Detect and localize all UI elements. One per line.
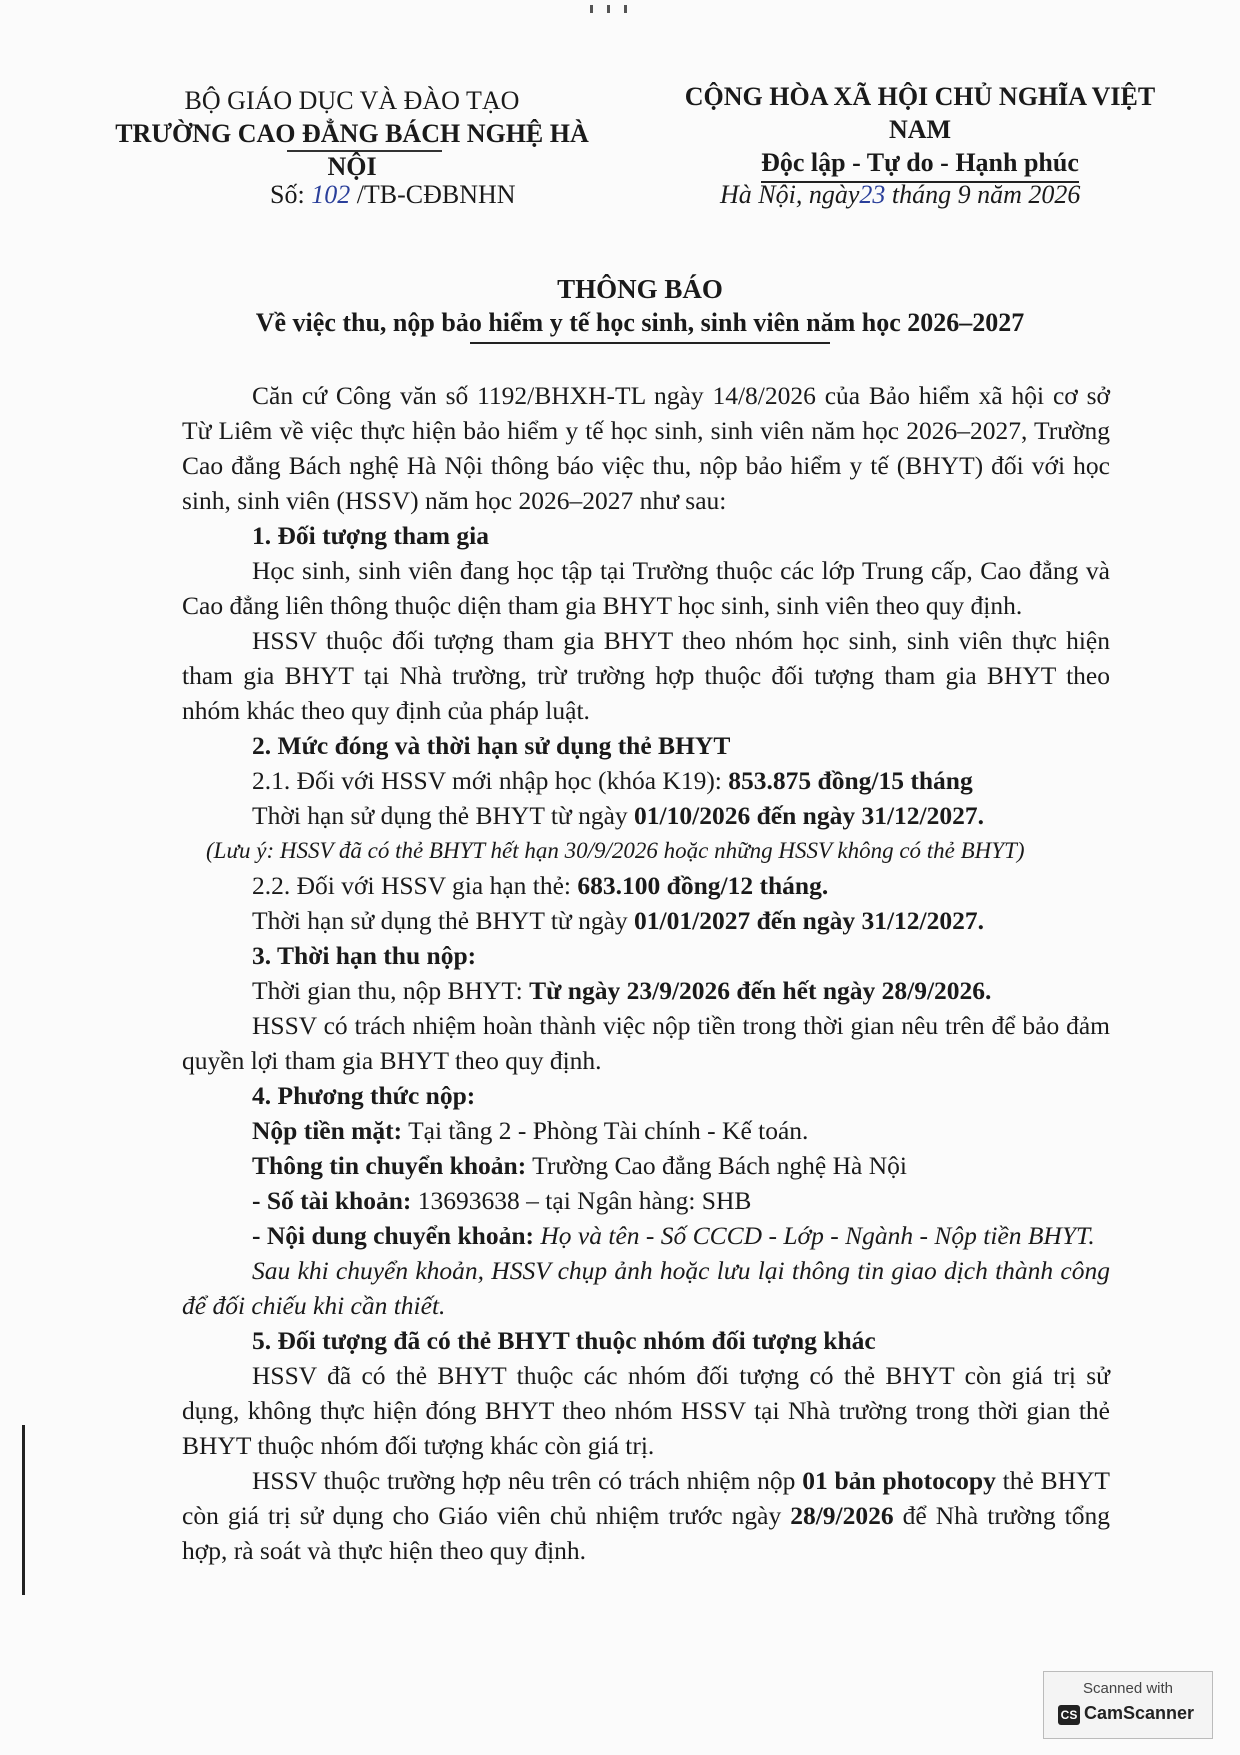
- handwritten-number: 102: [311, 180, 351, 209]
- fee-renewal: 683.100 đồng/12 tháng.: [577, 871, 829, 900]
- transfer-info: Thông tin chuyển khoản: Trường Cao đẳng Bách nghệ Hà Nội: [252, 1151, 907, 1180]
- handwritten-day: 23: [859, 180, 886, 209]
- section-5-heading: 5. Đối tượng đã có thẻ BHYT thuộc nhóm đối tượng khác: [252, 1326, 876, 1355]
- camscanner-brand: CamScanner: [1084, 1703, 1195, 1723]
- scanned-with-label: Scanned with: [1082, 1680, 1174, 1697]
- transfer-note: Sau khi chuyển khoản, HSSV chụp ảnh hoặc lưu lại thông tin giao dịch thành công để đối chiếu khi cần thiết.: [182, 1256, 1110, 1320]
- republic-name: CỘNG HÒA XÃ HỘI CHỦ NGHĨA VIỆT NAM: [684, 82, 1156, 144]
- national-heading: [660, 80, 1180, 183]
- section-2-1-term: Thời hạn sử dụng thẻ BHYT từ ngày 01/10/2026 đến ngày 31/12/2027.: [252, 801, 984, 830]
- ministry-name: BỘ GIÁO DỤC VÀ ĐÀO TẠO: [184, 86, 520, 115]
- section-2-2-term: Thời hạn sử dụng thẻ BHYT từ ngày 01/01/2027 đến ngày 31/12/2027.: [252, 906, 984, 935]
- national-motto: Độc lập - Tự do - Hạnh phúc: [761, 146, 1079, 183]
- section-1-paragraph-2: HSSV thuộc đối tượng tham gia BHYT theo nhóm học sinh, sinh viên thực hiện tham gia BHYT tại Nhà trường, trừ trường hợp thuộc đối tượng tham gia BHYT theo nhóm khác theo quy định của pháp luật.: [182, 626, 1110, 725]
- section-1-heading: 1. Đối tượng tham gia: [252, 521, 489, 550]
- section-1-paragraph-1: Học sinh, sinh viên đang học tập tại Trường thuộc các lớp Trung cấp, Cao đẳng và Cao đẳng liên thông thuộc diện tham gia BHYT học sinh, sinh viên theo quy định.: [182, 556, 1110, 620]
- document-number: Số: 102 /TB-CĐBNHN: [270, 180, 516, 209]
- document-title: THÔNG BÁO: [557, 274, 723, 304]
- section-5-paragraph-2: HSSV thuộc trường hợp nêu trên có trách nhiệm nộp 01 bản photocopy thẻ BHYT còn giá trị sử dụng cho Giáo viên chủ nhiệm trước ngày 28/9/2026 để Nhà trường tổng hợp, rà soát và thực hiện theo quy định.: [182, 1466, 1110, 1565]
- document-date: Hà Nội, ngày23 tháng 9 năm 2026: [720, 180, 1081, 209]
- section-5-paragraph-1: HSSV đã có thẻ BHYT thuộc các nhóm đối tượng có thẻ BHYT còn giá trị sử dụng, không thực hiện đóng BHYT theo nhóm HSSV tại Nhà trường trong thời gian thẻ BHYT thuộc nhóm đối tượng khác còn giá trị.: [182, 1361, 1110, 1460]
- bank-account: - Số tài khoản: 13693638 – tại Ngân hàng: SHB: [252, 1186, 752, 1215]
- issuer-underline: [287, 150, 442, 152]
- camscanner-logo-icon: CS: [1058, 1705, 1080, 1725]
- section-2-1-note: (Lưu ý: HSSV đã có thẻ BHYT hết hạn 30/9/2026 hoặc những HSSV không có thẻ BHYT): [206, 838, 1025, 863]
- section-2-1: 2.1. Đối với HSSV mới nhập học (khóa K19): 853.875 đồng/15 tháng: [252, 766, 973, 795]
- intro-paragraph: Căn cứ Công văn số 1192/BHXH-TL ngày 14/8/2026 của Bảo hiểm xã hội cơ sở Từ Liêm về việc thực hiện bảo hiểm y tế học sinh, sinh viên năm học 2026–2027, Trường Cao đẳng Bách nghệ Hà Nội thông báo việc thu, nộp bảo hiểm y tế (BHYT) đối với học sinh, sinh viên (HSSV) năm học 2026–2027 như sau:: [182, 381, 1110, 515]
- section-3-heading: 3. Thời hạn thu nộp:: [252, 941, 477, 970]
- document-subtitle: Về việc thu, nộp bảo hiểm y tế học sinh, sinh viên năm học 2026–2027: [255, 308, 1025, 337]
- camscanner-badge: [1043, 1671, 1213, 1739]
- document-body: [182, 378, 1110, 1568]
- school-name: TRƯỜNG CAO ĐẲNG BÁCH NGHỆ HÀ NỘI: [115, 119, 589, 181]
- section-2-heading: 2. Mức đóng và thời hạn sử dụng thẻ BHYT: [252, 731, 731, 760]
- title-underline: [470, 342, 830, 344]
- transfer-content: - Nội dung chuyển khoản: Họ và tên - Số CCCD - Lớp - Ngành - Nộp tiền BHYT.: [252, 1221, 1095, 1250]
- section-3-period: Thời gian thu, nộp BHYT: Từ ngày 23/9/2026 đến hết ngày 28/9/2026.: [252, 976, 992, 1005]
- cash-payment: Nộp tiền mặt: Tại tầng 2 - Phòng Tài chính - Kế toán.: [252, 1116, 809, 1145]
- scan-edge-mark: [22, 1425, 25, 1595]
- scan-mark: [590, 0, 670, 10]
- section-4-heading: 4. Phương thức nộp:: [252, 1081, 476, 1110]
- section-3-paragraph: HSSV có trách nhiệm hoàn thành việc nộp tiền trong thời gian nêu trên để bảo đảm quyền lợi tham gia BHYT theo quy định.: [182, 1011, 1110, 1075]
- issuer-block: [112, 84, 592, 183]
- section-2-2: 2.2. Đối với HSSV gia hạn thẻ: 683.100 đồng/12 tháng.: [252, 871, 829, 900]
- fee-new-students: 853.875 đồng/15 tháng: [728, 766, 973, 795]
